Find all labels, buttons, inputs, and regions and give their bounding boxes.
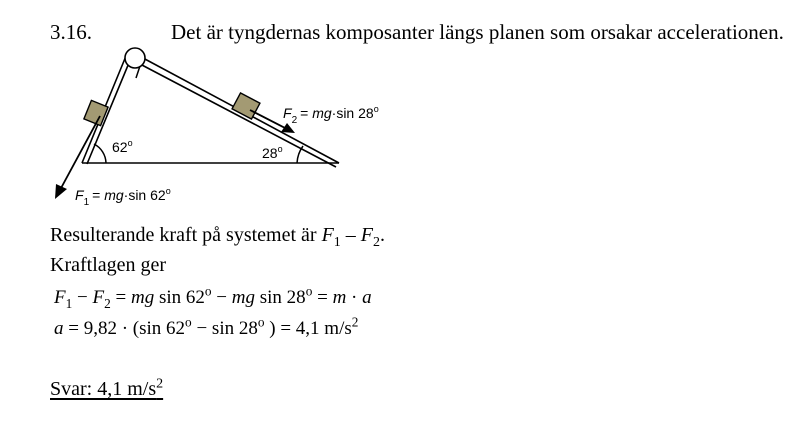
resultant-line: Resulterande kraft på systemet är $F_1 - F_2$.	[50, 224, 385, 250]
f2-arrow-line	[250, 110, 287, 129]
angle-label-left: 62$^o$	[112, 138, 133, 155]
angle-arc-left	[94, 144, 106, 163]
f1-label: $F_1 = mg\cdot\sin$ 62$^o$	[75, 186, 171, 208]
f2-label: $F_2 = mg\cdot\sin$ 28$^o$	[283, 104, 379, 126]
newton-line: Kraftlagen ger	[50, 254, 167, 276]
equation-1: $F_1 - F_2$ = mg $\sin 62^o$ − mg $\sin 28^o = m \cdot a$	[54, 283, 372, 311]
problem-number: 3.16.	[50, 20, 92, 44]
f1-arrowhead	[55, 184, 67, 199]
angle-label-right: 28$^o$	[262, 144, 283, 161]
answer: Svar: 4,1 $m/s^2$	[50, 376, 164, 400]
resultant-text: Resulterande kraft på systemet är	[50, 224, 322, 246]
pulley	[125, 48, 145, 68]
f1-arrow-line	[60, 116, 100, 190]
equation-2: a = 9,82 · (sin $62^o - \sin 28^o$ ) = 4,1 $m/s^2$	[54, 314, 359, 339]
problem-statement: Det är tyngdernas komposanter längs planen som orsakar accelerationen.	[171, 20, 784, 44]
